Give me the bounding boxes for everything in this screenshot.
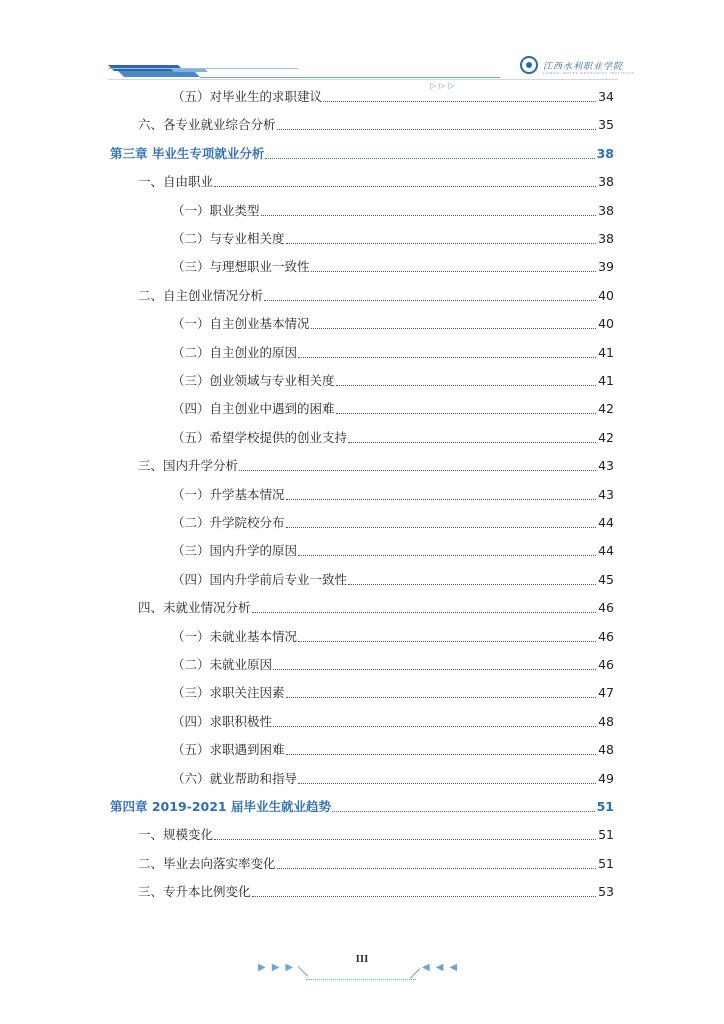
page-number: III <box>355 953 369 965</box>
toc-entry-label: 三、国内升学分析 <box>138 458 239 474</box>
toc-section-entry[interactable] <box>138 883 614 901</box>
college-logo-subtext: JIANGXI WATER RESOURCES INSTITUTE <box>543 71 635 75</box>
toc-entry-label: （四）求职积极性 <box>172 713 273 729</box>
toc-entry-label: （五）求职遇到困难 <box>172 742 285 758</box>
toc-subsection-entry[interactable] <box>172 571 614 589</box>
college-logo-text: 江西水利职业学院 <box>543 61 624 72</box>
toc-subsection-entry[interactable] <box>172 372 614 390</box>
toc-dot-leader <box>286 527 597 528</box>
footer-decoration <box>410 968 421 979</box>
toc-dot-leader <box>277 868 597 869</box>
toc-entry-page-number: 38 <box>596 145 614 161</box>
toc-dot-leader <box>348 584 596 585</box>
toc-entry-page-number: 38 <box>598 174 614 190</box>
toc-entry-label: （二）与专业相关度 <box>172 231 285 246</box>
toc-entry-label: 二、自主创业情况分析 <box>138 287 264 303</box>
toc-entry-label: （三）与理想职业一致性 <box>172 259 310 275</box>
toc-entry-page-number: 42 <box>598 429 614 445</box>
toc-entry-page-number: 48 <box>598 742 614 758</box>
toc-entry-label: （一）职业类型 <box>172 202 260 218</box>
toc-subsection-entry[interactable] <box>172 400 614 418</box>
toc-entry-label: （五）希望学校提供的创业支持 <box>172 429 348 445</box>
toc-subsection-entry[interactable] <box>172 628 614 646</box>
toc-dot-leader <box>311 271 597 272</box>
toc-entry-page-number: 43 <box>598 486 614 502</box>
header-line <box>108 68 298 69</box>
toc-entry-label: （三）国内升学的原因 <box>172 543 298 559</box>
toc-entry-page-number: 41 <box>598 344 614 360</box>
toc-entry-page-number: 38 <box>598 202 614 218</box>
toc-dot-leader <box>214 186 596 187</box>
toc-entry-label: （一）升学基本情况 <box>172 486 285 502</box>
toc-entry-page-number: 45 <box>598 571 614 587</box>
toc-subsection-entry[interactable] <box>172 741 614 759</box>
toc-section-entry[interactable] <box>138 457 614 475</box>
header-arrows-decoration: ▷▷▷ <box>430 81 458 90</box>
toc-section-entry[interactable] <box>138 287 614 305</box>
toc-entry-page-number: 47 <box>598 685 614 701</box>
toc-dot-leader <box>298 555 596 556</box>
toc-entry-label: 第三章 毕业生专项就业分析 <box>110 145 265 161</box>
toc-dot-leader <box>286 754 597 755</box>
footer-decoration <box>298 966 309 977</box>
toc-entry-page-number: 40 <box>598 287 614 303</box>
college-emblem-icon <box>520 56 538 74</box>
toc-subsection-entry[interactable] <box>172 770 614 788</box>
header-line <box>200 77 500 78</box>
toc-dot-leader <box>332 811 595 812</box>
toc-dot-leader <box>336 413 597 414</box>
toc-subsection-entry[interactable] <box>172 258 614 276</box>
toc-entry-page-number: 38 <box>598 231 614 246</box>
toc-dot-leader <box>277 129 597 130</box>
toc-subsection-entry[interactable] <box>172 514 614 532</box>
toc-entry-label: （二）自主创业的原因 <box>172 344 298 360</box>
toc-subsection-entry[interactable] <box>172 230 614 248</box>
toc-entry-page-number: 40 <box>598 316 614 332</box>
toc-dot-leader <box>273 669 596 670</box>
toc-entry-label: 四、未就业情况分析 <box>138 600 251 616</box>
toc-subsection-entry[interactable] <box>172 713 614 731</box>
header-stripes-decoration <box>108 62 208 78</box>
toc-chapter-entry[interactable] <box>110 145 614 163</box>
toc-entry-page-number: 46 <box>598 657 614 672</box>
toc-dot-leader <box>265 158 594 159</box>
toc-dot-leader <box>298 641 596 642</box>
toc-subsection-entry[interactable] <box>172 315 614 333</box>
toc-section-entry[interactable] <box>138 599 614 617</box>
toc-entry-label: 六、各专业就业综合分析 <box>138 117 276 133</box>
footer-arrows-right-decoration: ◀◀◀ <box>422 962 464 973</box>
toc-entry-page-number: 46 <box>598 628 614 644</box>
toc-entry-label: （五）对毕业生的求职建议 <box>172 89 323 104</box>
toc-dot-leader <box>273 726 596 727</box>
toc-entry-label: 第四章 2019-2021 届毕业生就业趋势 <box>110 799 331 814</box>
toc-section-entry[interactable] <box>138 855 614 873</box>
toc-entry-label: （四）自主创业中遇到的困难 <box>172 401 335 417</box>
toc-section-entry[interactable] <box>138 173 614 191</box>
toc-entry-label: 一、规模变化 <box>138 827 214 843</box>
toc-entry-page-number: 46 <box>598 600 614 616</box>
toc-section-entry[interactable] <box>138 826 614 844</box>
toc-dot-leader <box>252 612 597 613</box>
toc-dot-leader <box>252 896 597 897</box>
toc-dot-leader <box>286 697 597 698</box>
toc-subsection-entry[interactable] <box>172 684 614 702</box>
toc-dot-leader <box>264 300 596 301</box>
toc-entry-label: （四）国内升学前后专业一致性 <box>172 571 348 587</box>
toc-entry-page-number: 53 <box>598 884 614 900</box>
toc-entry-page-number: 51 <box>596 799 614 814</box>
toc-entry-label: （二）未就业原因 <box>172 657 273 672</box>
toc-subsection-entry[interactable] <box>172 429 614 447</box>
header-rule <box>108 79 618 80</box>
toc-subsection-entry[interactable] <box>172 656 614 674</box>
toc-dot-leader <box>323 101 596 102</box>
toc-dot-leader <box>298 357 596 358</box>
toc-dot-leader <box>239 470 596 471</box>
toc-entry-page-number: 49 <box>598 770 614 786</box>
footer-dotted-line <box>306 979 416 980</box>
toc-dot-leader <box>298 783 596 784</box>
toc-dot-leader <box>311 328 597 329</box>
toc-entry-page-number: 44 <box>598 543 614 559</box>
toc-subsection-entry[interactable] <box>172 542 614 560</box>
toc-chapter-entry[interactable] <box>110 798 614 816</box>
toc-subsection-entry[interactable] <box>172 486 614 504</box>
toc-dot-leader <box>214 839 596 840</box>
toc-entry-label: （三）求职关注因素 <box>172 685 285 701</box>
toc-entry-label: 一、自由职业 <box>138 174 214 190</box>
toc-entry-page-number: 48 <box>598 713 614 729</box>
toc-entry-label: （一）未就业基本情况 <box>172 628 298 644</box>
toc-entry-label: （一）自主创业基本情况 <box>172 316 310 332</box>
toc-subsection-entry[interactable] <box>172 202 614 220</box>
toc-entry-page-number: 41 <box>598 373 614 388</box>
toc-entry-label: （三）创业领域与专业相关度 <box>172 373 335 388</box>
toc-entry-page-number: 39 <box>598 259 614 275</box>
toc-entry-page-number: 43 <box>598 458 614 474</box>
toc-entry-page-number: 51 <box>598 855 614 871</box>
toc-subsection-entry[interactable] <box>172 344 614 362</box>
toc-entry-page-number: 35 <box>598 117 614 133</box>
toc-section-entry[interactable] <box>138 116 614 134</box>
toc-dot-leader <box>261 215 597 216</box>
toc-entry-label: （二）升学院校分布 <box>172 515 285 530</box>
toc-entry-page-number: 34 <box>598 89 614 104</box>
toc-entry-label: 三、专升本比例变化 <box>138 884 251 900</box>
toc-entry-page-number: 51 <box>598 827 614 843</box>
toc-entry-label: （六）就业帮助和指导 <box>172 770 298 786</box>
toc-dot-leader <box>348 442 596 443</box>
toc-dot-leader <box>336 385 597 386</box>
toc-entry-label: 二、毕业去向落实率变化 <box>138 855 276 871</box>
toc-dot-leader <box>286 499 597 500</box>
toc-subsection-entry[interactable] <box>172 88 614 106</box>
toc-entry-page-number: 42 <box>598 401 614 417</box>
footer-arrows-left-decoration: ▶▶▶ <box>258 962 300 973</box>
toc-dot-leader <box>286 243 597 244</box>
toc-entry-page-number: 44 <box>598 515 614 530</box>
